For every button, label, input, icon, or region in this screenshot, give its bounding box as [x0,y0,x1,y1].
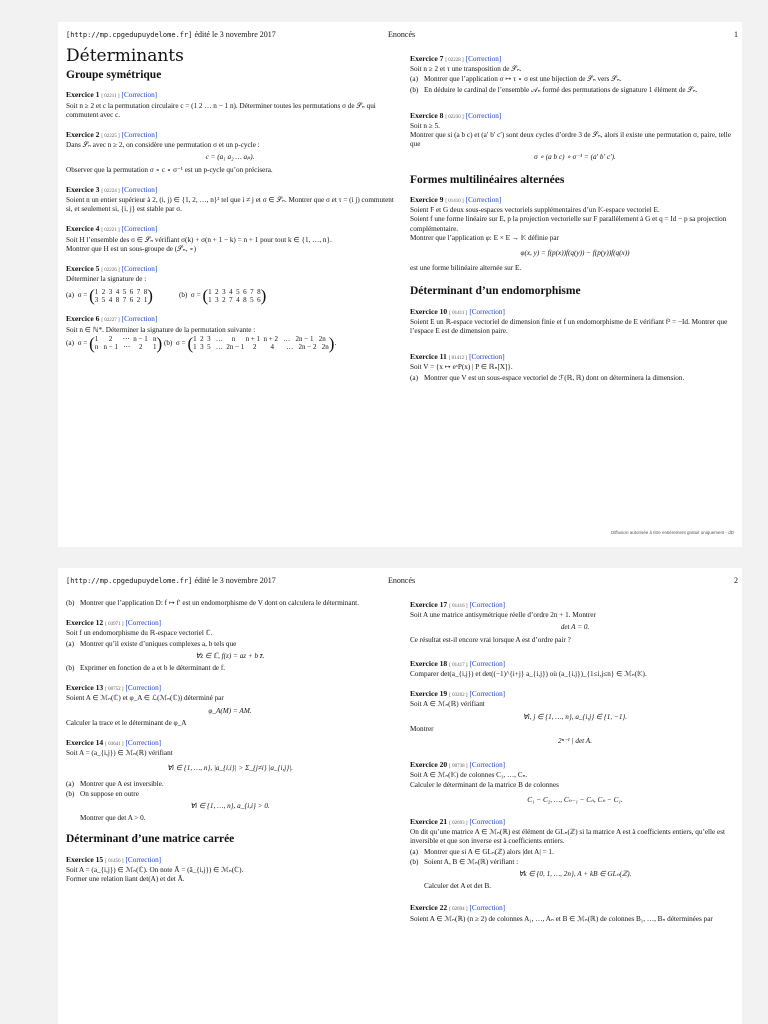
exercise-text: Soient f une forme linéaire sur E, p la projection vectorielle sur F parallèlement à G et q = Id − p sa projection complémentaire. [410,215,727,233]
exercise-text: est une forme bilinéaire alternée sur E. [410,264,522,273]
exercise-title: Exercice 15 [66,854,104,864]
edit-date: édité le 3 novembre 2017 [194,30,276,39]
section-heading: Déterminant d’un endomorphisme [410,285,581,298]
correction-link[interactable]: [Correction] [125,739,162,748]
page-header [66,30,742,39]
correction-link[interactable]: [Correction] [121,131,158,140]
exercise-title: Exercice 22 [410,903,448,913]
permutation-b: (b) σ = ( 1 2 3 4 5 6 7 8 1 3 2 7 4 8 5 6 ) [178,286,267,306]
exercise-7 [410,54,740,95]
exercise-20 [410,760,740,805]
exercise-text: Soit n ≥ 2 et c la permutation circulaire c = (1 2 … n − 1 n). Déterminer toutes les permutations σ de 𝒮ₙ qui commutent avec c. [66,101,376,119]
header-section: Enoncés [388,30,416,39]
exercise-ref: [ 00738 ] [449,764,468,770]
exercise-title: Exercice 12 [66,618,104,628]
page-title: Déterminants [66,46,184,66]
question-a: (a) Montrer que V est un sous-espace vectoriel de ℱ(ℝ, ℝ) dont on déterminera la dimension. [410,373,685,382]
exercise-ref: [ 01416 ] [449,604,468,609]
exercise-11 [410,352,740,383]
correction-link[interactable]: [Correction] [469,690,506,699]
exercise-text: Soit A = (a_{i,j}) ∈ ℳₙ(ℂ). On note Ā = (ā_{i,j}) ∈ ℳₙ(ℂ). [66,865,244,874]
correction-link[interactable]: [Correction] [121,225,158,234]
question-b: (b) Montrer que l’application D: f ↦ f′ est un endomorphisme de V dont on calculera le déterminant. [66,599,359,607]
exercise-17 [410,600,740,645]
permutation-a: (a) σ = ( 1 2 3 4 5 6 7 8 3 5 4 8 7 6 2 1 ) [66,286,153,306]
display-math: C₁ − C₂, …, Cₙ₋₁ − Cₙ, Cₙ − C₁. [527,795,623,804]
question-text: En déduire le cardinal de l’ensemble 𝒜ₙ formé des permutations de signature 1 élément de 𝒮ₙ. [424,85,698,94]
exercise-ref: [ 01456 ] [105,858,124,864]
exercise-22 [410,903,740,923]
exercise-ref: [ 02211 ] [101,94,120,100]
matrix-row: 1 2 3 4 5 6 7 8 [94,287,148,296]
exercise-text: Soit n ∈ ℕ*. Déterminer la signature de la permutation suivante : [66,325,256,334]
page-2 [58,568,742,1024]
question-b: (b) On suppose en outre [66,789,139,798]
question-text: Montrer que si A ∈ GLₙ(ℤ) alors |det A| = 1. [424,847,554,856]
permutation-pair [66,287,394,304]
display-math: φ_A(M) = AM. [208,706,252,715]
correction-link[interactable]: [Correction] [469,601,506,609]
question-text: On suppose en outre [80,789,139,798]
exercise-text: Soient F et G deux sous-espaces vectoriels supplémentaires d’un 𝕂-espace vectoriel E. [410,206,660,215]
matrix-row: 1 2 3 … n n + 1 n + 2 … 2n − 1 2n [193,335,326,344]
correction-link[interactable]: [Correction] [121,91,158,100]
exercise-title: Exercice 6 [66,314,100,324]
exercise-text: Montrer que l’application φ: E × E → 𝕂 définie par [410,233,559,242]
exercise-text: Montrer [410,724,434,733]
question-b: (b) En déduire le cardinal de l’ensemble 𝒜ₙ formé des permutations de signature 1 élément de 𝒮ₙ. [410,85,698,94]
question-text: Montrer que A est inversible. [80,779,164,788]
exercise-text: Calculer la trace et le déterminant de φ_A [66,718,187,727]
page-number: 1 [734,30,738,39]
exercise-11-continued [66,599,394,608]
exercise-text: Former une relation liant det(A) et det Ā. [66,875,185,884]
display-math: 2ⁿ⁻¹ | det A. [557,737,592,746]
question-text: Soient A, B ∈ ℳₙ(ℝ) vérifiant : [424,857,519,866]
exercise-text: Ce résultat est-il encore vrai lorsque A est d’ordre pair ? [410,635,571,644]
exercise-ref: [ 02225 ] [101,134,120,140]
correction-link[interactable]: [Correction] [125,855,162,864]
exercise-9 [410,195,740,273]
display-math: c = (a₁ a₂ … aₚ). [205,153,255,162]
exercise-text: Soient E un ℝ-espace vectoriel de dimension finie et f un endomorphisme de E vérifiant f² = −Id. Montrer que l’espace E est de dimension paire. [410,317,728,336]
correction-link[interactable]: [Correction] [125,619,162,628]
exercise-text: Soit A une matrice antisymétrique réelle d’ordre 2n + 1. Montrer [410,611,596,620]
exercise-title: Exercice 1 [66,90,100,100]
display-math: ∀i ∈ {1, …, n}, a_{i,i} > 0. [190,802,270,811]
question-text: Exprimer en fonction de a et b le déterminant de f. [80,664,226,673]
display-math: ∀z ∈ ℂ, f(z) = az + b z̄. [195,651,265,660]
exercise-text: Montrer que si (a b c) et (a′ b′ c′) sont deux cycles d’ordre 3 de 𝒮ₙ, alors il existe une permutation σ, paire, telle que [410,131,731,149]
exercise-ref: [ 01417 ] [449,662,468,668]
correction-link[interactable]: [Correction] [469,307,505,316]
permutation-b: (b) σ = ( 1 2 3 … n n + 1 n + 2 … 2n − 1 2n 1 3 5 … 2n − 1 2 4 … 2n − 2 2n ) . [163,333,337,353]
exercise-6 [66,314,394,351]
question-text: Montrer que l’application D: f ↦ f′ est un endomorphisme de V dont on calculera le déterminant. [80,599,359,607]
exercise-4 [66,224,394,254]
exercise-5 [66,264,394,304]
exercise-text: Déterminer la signature de : [66,275,147,284]
exercise-title: Exercice 21 [410,817,448,827]
exercise-ref: [ 02226 ] [101,268,120,274]
correction-link[interactable]: [Correction] [469,353,505,362]
matrix-row: 1 3 5 … 2n − 1 2 4 … 2n − 2 2n [193,343,329,352]
exercise-title: Exercice 3 [66,184,100,194]
source-url[interactable]: [http://mp.cpgedupuydelome.fr] [66,577,193,585]
exercise-10 [410,307,740,337]
permutation-a: (a) σ = ( 1 2 ⋯ n − 1 n n n − 1 ⋯ 2 1 ) [66,333,163,353]
exercise-text: On dit qu’une matrice A ∈ ℳₙ(ℝ) est élément de GLₙ(ℤ) si la matrice A est à coefficients entiers, qu’elle est inversible et que son inverse est à coefficients entiers. [410,828,725,846]
exercise-text: Soit n ≥ 2 et τ une transposition de 𝒮ₙ. [410,65,522,74]
exercise-title: Exercice 13 [66,683,104,693]
section-heading: Déterminant d’une matrice carrée [66,833,235,846]
exercise-18 [410,659,740,679]
correction-link[interactable]: [Correction] [469,818,506,827]
source-url[interactable]: [http://mp.cpgedupuydelome.fr] [66,31,193,39]
section-heading: Formes multilinéaires alternées [410,173,565,186]
correction-link[interactable]: [Correction] [465,111,502,120]
left-column [66,46,394,362]
correction-link[interactable]: [Correction] [121,185,158,194]
exercise-text: Soient A ∈ ℳₙ(ℝ) (n ≥ 2) de colonnes A₁, …, Aₙ et B ∈ ℳₙ(ℝ) de colonnes B₁, …, Bₙ déterminées par [410,914,713,923]
matrix-row: 3 5 4 8 7 6 2 1 [94,295,148,304]
exercise-12 [66,618,394,673]
exercise-title: Exercice 19 [410,689,448,699]
exercise-title: Exercice 9 [410,195,444,205]
display-math: σ ∘ (a b c) ∘ σ⁻¹ = (a′ b′ c′). [534,152,616,161]
exercise-8 [410,111,740,162]
exercise-ref: [ 01410 ] [445,199,464,205]
exercise-ref: [ 01412 ] [448,356,468,362]
right-column [410,600,740,934]
exercise-text: Montrer que H est un sous-groupe de (𝒮ₙ, ∘) [66,244,197,253]
footer-note: Diffusion autorisée à titre entièrement gratuit uniquement - dD [611,530,734,535]
exercise-19 [410,689,740,746]
exercise-title: Exercice 20 [410,760,448,770]
exercise-text: Soit A ∈ ℳₙ(𝕂) de colonnes C₁, …, Cₙ. [410,771,528,780]
display-math: ∀i ∈ {1, …, n}, |a_{i,i}| > Σ_{j≠i} |a_{i,j}|. [167,764,293,773]
exercise-title: Exercice 2 [66,130,100,140]
exercise-ref: [ 03971 ] [105,622,124,628]
exercise-ref: [ 02227 ] [101,318,120,324]
page-header [66,576,742,585]
exercise-text: Soit H l’ensemble des σ ∈ 𝒮ₙ vérifiant σ(k) + σ(n + 1 − k) = n + 1 pour tout k ∈ {1, …, n}. [66,235,332,244]
exercise-ref: [ 03641 ] [105,742,124,748]
exercise-ref: [ 01411 ] [449,310,468,316]
exercise-text: Soit n ≥ 5. [410,122,440,131]
exercise-ref: [ 03262 ] [449,693,468,699]
matrix-row: 1 3 2 7 4 8 5 6 [208,295,261,304]
question-b: (b) Exprimer en fonction de a et b le déterminant de f. [66,664,226,673]
page-number: 2 [734,576,738,585]
exercise-ref: [ 02230 ] [445,114,464,120]
exercise-title: Exercice 8 [410,110,444,120]
exercise-title: Exercice 5 [66,264,100,274]
exercise-ref: [ 02224 ] [101,188,120,194]
exercise-21 [410,817,740,891]
exercise-title: Exercice 14 [66,738,104,748]
question-b: (b) Soient A, B ∈ ℳₙ(ℝ) vérifiant : [410,857,519,866]
correction-link[interactable]: [Correction] [465,55,502,63]
exercise-text: Soit A = (a_{i,j}) ∈ ℳₙ(ℝ) vérifiant [66,749,173,758]
exercise-ref: [ 00752 ] [105,687,124,693]
question-text: Montrer qu’il existe d’uniques complexes a, b tels que [80,639,237,648]
exercise-ref: [ 02228 ] [445,58,464,63]
exercise-14 [66,738,394,823]
header-section: Enoncés [388,576,416,585]
exercise-text: Soient A ∈ ℳₙ(ℂ) et φ_A ∈ ℒ(ℳₙ(ℂ)) déterminé par [66,694,224,703]
matrix-row: 1 2 3 4 5 6 7 8 [208,287,261,296]
question-text: Montrer que V est un sous-espace vectoriel de ℱ(ℝ, ℝ) dont on déterminera la dimension. [424,373,685,382]
exercise-1 [66,90,394,120]
correction-link[interactable]: [Correction] [121,265,158,274]
exercise-text: Comparer det(a_{i,j}) et det((−1)^{i+j} a_{i,j}) où (a_{i,j})_{1≤i,j≤n} ∈ ℳₙ(𝕂). [410,670,647,679]
correction-link[interactable]: [Correction] [121,315,158,324]
matrix-row: n n − 1 ⋯ 2 1 [94,343,157,352]
display-math: ∀i, j ∈ {1, …, n}, a_{i,j} ∈ {1, −1}. [522,712,628,721]
exercise-title: Exercice 7 [410,54,444,63]
section-heading: Groupe symétrique [66,69,162,82]
exercise-text: Observer que la permutation σ ∘ c ∘ σ⁻¹ est un p-cycle qu’on précisera. [66,165,273,174]
exercise-text: Soit A ∈ ℳₙ(ℝ) vérifiant [410,700,485,709]
exercise-text: Soient n un entier supérieur à 2, (i, j) ∈ {1, 2, …, n}² tel que i ≠ j et σ ∈ 𝒮ₙ. Montrer que σ et τ = (i j) commutent si, et seulement si, {i, j} est stable par σ. [66,196,394,214]
question-a: (a) Montrer que l’application σ ↦ τ ∘ σ est une bijection de 𝒮ₙ vers 𝒮ₙ. [410,75,622,84]
exercise-title: Exercice 10 [410,306,448,316]
exercise-15 [66,855,394,885]
question-a: (a) Montrer que si A ∈ GLₙ(ℤ) alors |det A| = 1. [410,847,554,856]
edit-date: édité le 3 novembre 2017 [194,576,276,585]
display-math: det A = 0. [560,623,590,632]
exercise-title: Exercice 17 [410,600,448,609]
exercise-text: Soit f un endomorphisme du ℝ-espace vectoriel ℂ. [66,629,213,638]
exercise-ref: [ 02221 ] [101,228,120,234]
exercise-title: Exercice 18 [410,658,448,668]
correction-link[interactable]: [Correction] [469,659,506,668]
question-a: (a) Montrer qu’il existe d’uniques complexes a, b tels que [66,639,237,648]
correction-link[interactable]: [Correction] [469,761,506,770]
display-math: φ(x, y) = f(p(x))f(q(y)) − f(p(y))f(q(x)) [520,249,630,258]
exercise-title: Exercice 4 [66,224,100,234]
exercise-3 [66,185,394,215]
correction-link[interactable]: [Correction] [125,684,162,693]
exercise-13 [66,683,394,728]
exercise-text: Dans 𝒮ₙ avec n ≥ 2, on considère une permutation σ et un p-cycle : [66,141,260,150]
question-a: (a) Montrer que A est inversible. [66,779,164,788]
correction-link[interactable]: [Correction] [465,196,502,205]
exercise-ref: [ 02693 ] [449,821,468,827]
exercise-text: Montrer que det A > 0. [80,814,146,823]
page-1 [58,22,742,547]
right-column [410,54,740,393]
question-text: Montrer que l’application σ ↦ τ ∘ σ est une bijection de 𝒮ₙ vers 𝒮ₙ. [424,75,622,84]
exercise-text: Calculer det A et det B. [424,882,492,891]
exercise-title: Exercice 11 [410,352,447,362]
matrix-row: 1 2 ⋯ n − 1 n [94,335,157,344]
exercise-text: Calculer le déterminant de la matrice B de colonnes [410,780,559,789]
exercise-text: Soit V = {x ↦ eˣP(x) | P ∈ ℝₙ[X]}. [410,363,513,372]
left-column [66,598,394,894]
display-math: ∀k ∈ {0, 1, …, 2n}, A + kB ∈ GLₙ(ℤ). [518,870,632,879]
correction-link[interactable]: [Correction] [469,904,506,913]
exercise-ref: [ 02694 ] [449,907,468,913]
exercise-2 [66,130,394,175]
